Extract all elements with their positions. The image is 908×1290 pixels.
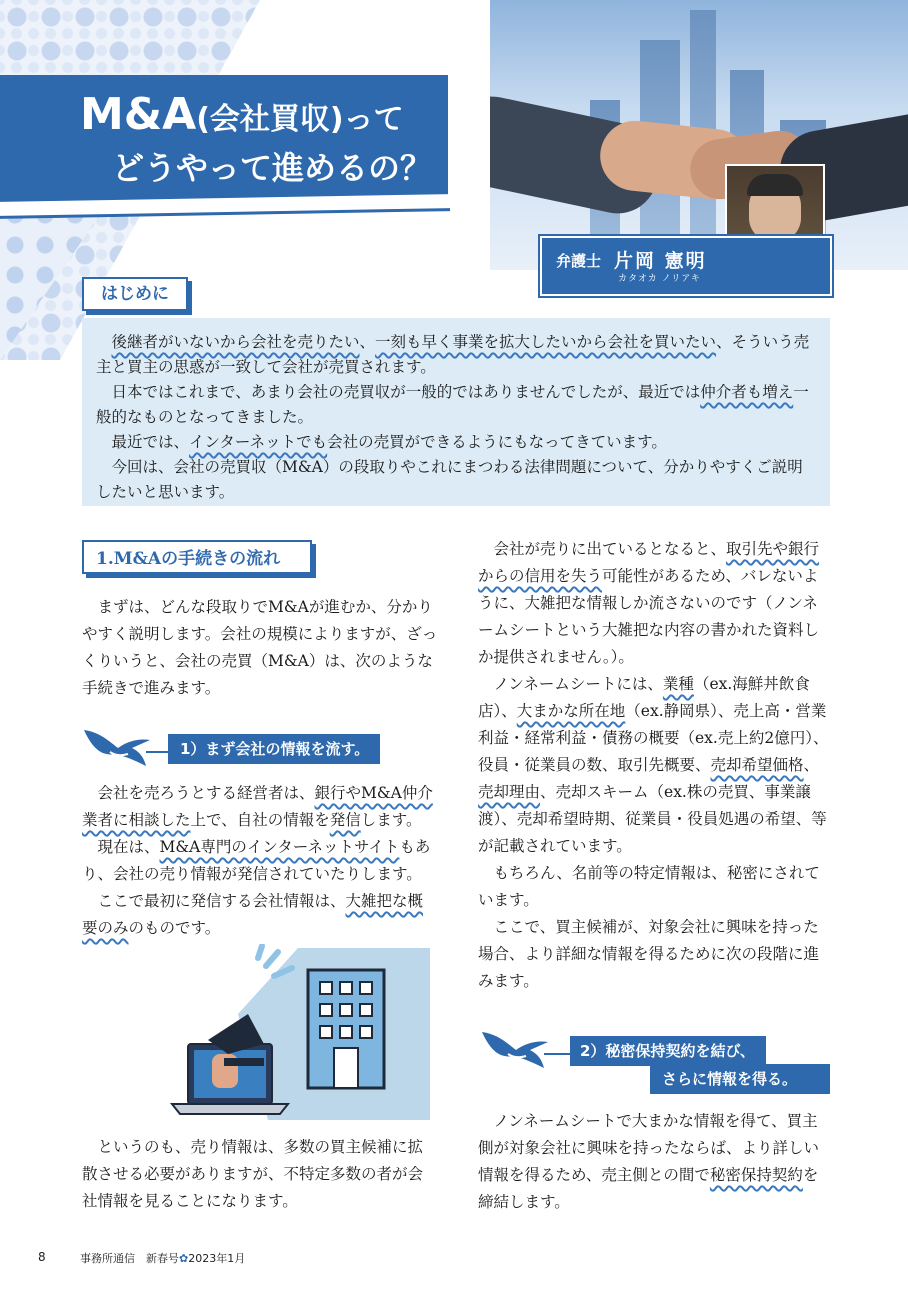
portrait-hair	[747, 174, 803, 196]
section1-text	[82, 594, 438, 702]
intro-paragraph: 日本ではこれまで、あまり会社の売買収が一般的ではありませんでしたが、最近では仲介者も増え一般的なものとなってきました。	[96, 383, 809, 426]
intro-paragraph: 今回は、会社の売買収（M&A）の段取りやこれにまつわる法律問題について、分かりやすくご説明したいと思います。	[96, 458, 803, 501]
step2-text	[478, 1108, 830, 1216]
step1-paragraph: 会社を売ろうとする経営者は、銀行やM&A仲介業者に相談した上で、自社の情報を発信します。	[82, 784, 433, 829]
step1-text	[82, 780, 438, 942]
intro-box	[82, 318, 830, 506]
step2-banner-line2: さらに情報を得る。	[650, 1064, 830, 1094]
right-paragraph: ノンネームシートには、業種（ex.海鮮丼飲食店）、大まかな所在地（ex.静岡県）、売上高・営業利益・経常利益・債務の概要（ex.売上約2億円）、役員・従業員の数、取引先概要、売却希望価格、売却理由、売却スキーム（ex.株の売買、事業譲渡）、売却希望時期、従業員・役員処遇の希望、等が記載されています。	[478, 675, 829, 855]
step2-banner-line1: 2）秘密保持契約を結び、	[570, 1036, 766, 1066]
page-title-line1	[80, 90, 440, 145]
step1-paragraph: ここで最初に発信する会社情報は、大雑把な概要のみのものです。	[82, 892, 424, 937]
intro-paragraph: 後継者がいないから会社を売りたい、一刻も早く事業を拡大したいから会社を買いたい、そういう売主と買主の思惑が一致して会社が売買されます。	[96, 333, 810, 376]
intro-heading: はじめに	[82, 277, 188, 311]
section1-paragraph: まずは、どんな段取りでM&Aが進むか、分かりやすく説明します。会社の規模によりますが、ざっくりいうと、会社の売買（M&A）は、次のような手続きで進みます。	[82, 598, 438, 697]
page-number: 8	[38, 1250, 46, 1264]
handshake-photo	[490, 0, 908, 270]
step2-paragraph: ノンネームシートで大まかな情報を得て、買主側が対象会社に興味を持ったならば、より詳しい情報を得るため、売主側との間で秘密保持契約を締結します。	[478, 1112, 820, 1211]
author-name: 片岡 憲明	[614, 250, 707, 272]
title-paren: (会社買収)って	[196, 102, 404, 137]
footer-publication: 事務所通信 新春号✿2023年1月	[80, 1252, 246, 1265]
right-column-text	[478, 536, 830, 995]
author-role: 弁護士	[556, 252, 602, 270]
swallow-icon	[478, 1024, 578, 1072]
step1-paragraph: というのも、売り情報は、多数の買主候補に拡散させる必要がありますが、不特定多数の者が会社情報を見ることになります。	[82, 1138, 424, 1210]
step1-text-cont	[82, 1134, 438, 1215]
right-paragraph: ここで、買主候補が、対象会社に興味を持った場合、より詳細な情報を得るために次の段階に進みます。	[478, 918, 820, 990]
title-main: M&A	[80, 89, 197, 140]
intro-paragraph: 最近では、インターネットでも会社の売買ができるようにもなってきています。	[96, 433, 667, 451]
author-kana: カタオカ ノリアキ	[618, 274, 701, 284]
step1-paragraph: 現在は、M&A専門のインターネットサイトもあり、会社の売り情報が発信されていたりします。	[82, 838, 431, 883]
page-title-line2: どうやって進めるの？	[112, 149, 433, 187]
swallow-icon	[80, 722, 180, 770]
laptop-building-illustration	[168, 944, 430, 1120]
flower-icon: ✿	[179, 1252, 189, 1265]
right-paragraph: もちろん、名前等の特定情報は、秘密にされています。	[478, 864, 820, 909]
right-paragraph: 会社が売りに出ているとなると、取引先や銀行からの信用を失う可能性があるため、バレないように、大雑把な情報しか流さないのです（ノンネームシートという大雑把な内容の書かれた資料しか提供されません。）。	[478, 540, 820, 666]
section1-heading: 1.M&Aの手続きの流れ	[82, 540, 312, 574]
step1-banner: 1）まず会社の情報を流す。	[168, 734, 380, 764]
